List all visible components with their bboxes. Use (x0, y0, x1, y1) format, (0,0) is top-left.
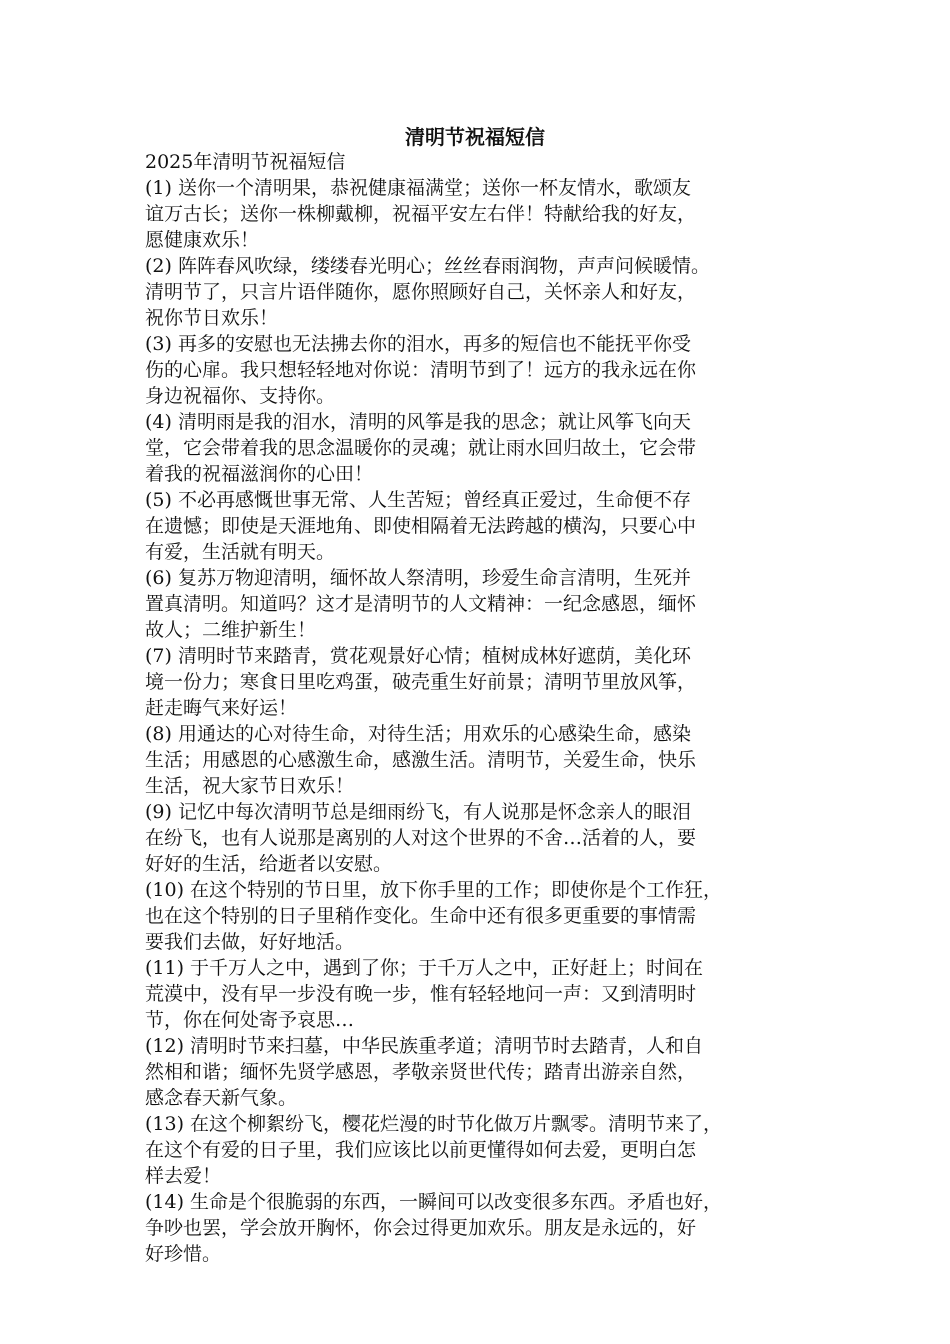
paragraph (145, 799, 817, 877)
paragraph-line: 在遗憾；即使是天涯地角、即使相隔着无法跨越的横沟，只要心中 (145, 515, 697, 537)
paragraph-line: 在这个有爱的日子里，我们应该比以前更懂得如何去爱，更明白怎 (145, 1139, 697, 1161)
paragraph (145, 721, 817, 799)
paragraph (145, 175, 817, 253)
paragraph-line: 清明节了，只言片语伴随你，愿你照顾好自己，关怀亲人和好友， (145, 281, 697, 303)
paragraph-line: 伤的心扉。我只想轻轻地对你说：清明节到了！远方的我永远在你 (145, 359, 697, 381)
paragraph-line: (8) 用通达的心对待生命，对待生活；用欢乐的心感染生命，感染 (145, 723, 691, 745)
paragraph-line: (6) 复苏万物迎清明，缅怀故人祭清明，珍爱生命言清明，生死并 (145, 567, 691, 589)
paragraph-line: 着我的祝福滋润你的心田！ (145, 463, 374, 485)
paragraph-line: 愿健康欢乐！ (145, 229, 260, 251)
paragraph-line: (10) 在这个特别的节日里，放下你手里的工作；即使你是个工作狂， (145, 879, 723, 901)
paragraph-line: 祝你节日欢乐！ (145, 307, 279, 329)
paragraph (145, 1033, 817, 1111)
paragraph-line: 也在这个特别的日子里稍作变化。生命中还有很多更重要的事情需 (145, 905, 697, 927)
paragraph-line: 节，你在何处寄予哀思… (145, 1009, 355, 1031)
paragraph-line: (14) 生命是个很脆弱的东西，一瞬间可以改变很多东西。矛盾也好， (145, 1191, 723, 1213)
paragraph-line: (3) 再多的安慰也无法拂去你的泪水，再多的短信也不能抚平你受 (145, 333, 691, 355)
paragraph-list (145, 175, 817, 1267)
paragraph-line: (13) 在这个柳絮纷飞，樱花烂漫的时节化做万片飘零。清明节来了， (145, 1113, 723, 1135)
paragraph-line: 在纷飞，也有人说那是离别的人对这个世界的不舍…活着的人，要 (145, 827, 697, 849)
document-subtitle: 2025年清明节祝福短信 (145, 151, 346, 173)
paragraph-line: 生活，祝大家节日欢乐！ (145, 775, 355, 797)
document-body (145, 149, 817, 1267)
paragraph (145, 1189, 817, 1267)
paragraph-line: (5) 不必再感慨世事无常、人生苦短；曾经真正爱过，生命便不存 (145, 489, 691, 511)
paragraph-line: 争吵也罢，学会放开胸怀，你会过得更加欢乐。朋友是永远的，好 (145, 1217, 697, 1239)
paragraph-line: 感念春天新气象。 (145, 1087, 298, 1109)
paragraph-line: (9) 记忆中每次清明节总是细雨纷飞，有人说那是怀念亲人的眼泪 (145, 801, 691, 823)
paragraph-line: 荒漠中，没有早一步没有晚一步，惟有轻轻地问一声：又到清明时 (145, 983, 697, 1005)
paragraph-line: 有爱，生活就有明天。 (145, 541, 336, 563)
paragraph-line: (12) 清明时节来扫墓，中华民族重孝道；清明节时去踏青，人和自 (145, 1035, 704, 1057)
paragraph-line: 生活；用感恩的心感激生命，感激生活。清明节，关爱生命，快乐 (145, 749, 697, 771)
paragraph-line: 境一份力；寒食日里吃鸡蛋，破壳重生好前景；清明节里放风筝， (145, 671, 697, 693)
paragraph (145, 1111, 817, 1189)
paragraph (145, 565, 817, 643)
paragraph (145, 487, 817, 565)
paragraph (145, 643, 817, 721)
paragraph-line: 样去爱！ (145, 1165, 222, 1187)
paragraph-line: (4) 清明雨是我的泪水，清明的风筝是我的思念；就让风筝飞向天 (145, 411, 691, 433)
paragraph-line: 然相和谐；缅怀先贤学感恩，孝敬亲贤世代传；踏青出游亲自然， (145, 1061, 697, 1083)
paragraph-line: (1) 送你一个清明果，恭祝健康福满堂；送你一杯友情水，歌颂友 (145, 177, 691, 199)
paragraph-line: 赶走晦气来好运！ (145, 697, 298, 719)
paragraph-line: (2) 阵阵春风吹绿，缕缕春光明心；丝丝春雨润物，声声问候暖情。 (145, 255, 710, 277)
paragraph-line: 故人；二维护新生！ (145, 619, 317, 641)
paragraph-line: 好珍惜。 (145, 1243, 222, 1265)
paragraph (145, 331, 817, 409)
paragraph (145, 955, 817, 1033)
paragraph-line: 要我们去做，好好地活。 (145, 931, 355, 953)
paragraph-line: 堂，它会带着我的思念温暖你的灵魂；就让雨水回归故土，它会带 (145, 437, 697, 459)
paragraph-line: 好好的生活，给逝者以安慰。 (145, 853, 393, 875)
paragraph (145, 253, 817, 331)
document-title: 清明节祝福短信 (405, 125, 545, 149)
paragraph (145, 409, 817, 487)
paragraph-line: 谊万古长；送你一株柳戴柳，祝福平安左右伴！特献给我的好友， (145, 203, 697, 225)
paragraph-line: (7) 清明时节来踏青，赏花观景好心情；植树成林好遮荫，美化环 (145, 645, 691, 667)
paragraph-line: 身边祝福你、支持你。 (145, 385, 336, 407)
paragraph-line: (11) 于千万人之中，遇到了你；于千万人之中，正好赶上；时间在 (145, 957, 704, 979)
paragraph (145, 877, 817, 955)
paragraph-line: 置真清明。知道吗？这才是清明节的人文精神：一纪念感恩，缅怀 (145, 593, 697, 615)
